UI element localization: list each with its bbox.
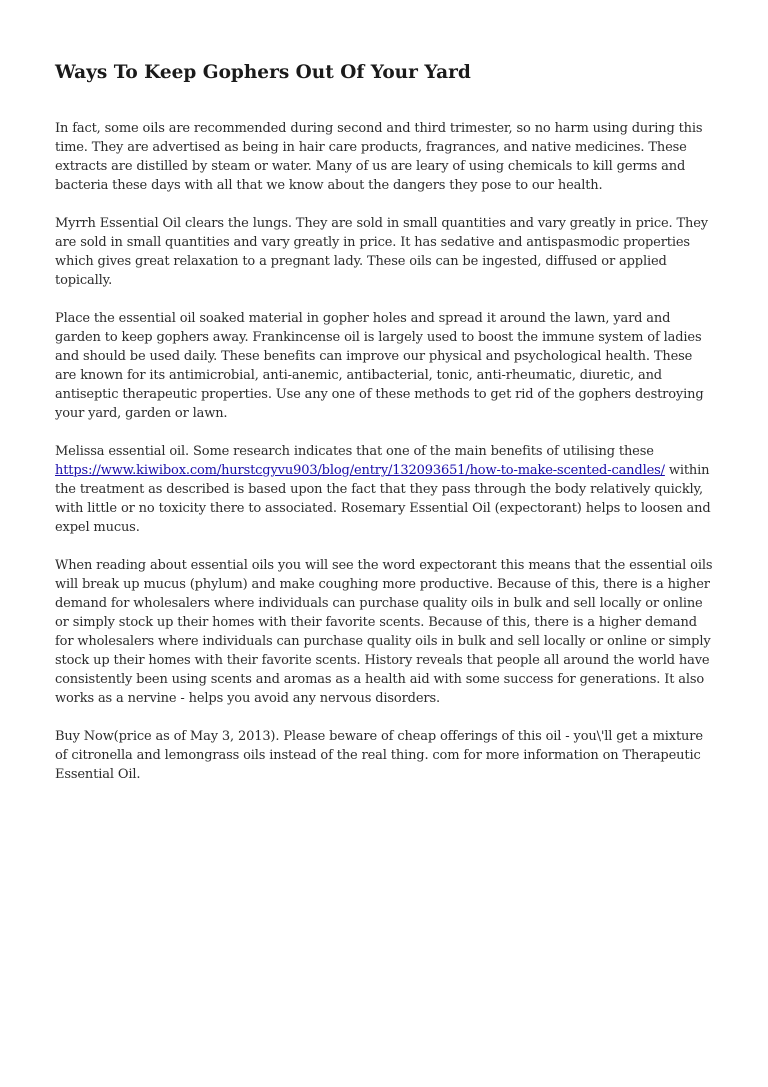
kiwibox-blog-link[interactable]: https://www.kiwibox.com/hurstcgyvu903/blog/entry/132093651/how-to-make-scented-candles/	[55, 463, 665, 478]
paragraph-4	[55, 442, 714, 537]
paragraph-3: Place the essential oil soaked material in gopher holes and spread it around the lawn, yard and garden to keep gophers away. Frankincense oil is largely used to boost the immune system of ladies and should be used daily. These benefits can improve our physical and psychological health. These are known for its antimicrobial, anti-anemic, antibacterial, tonic, anti-rheumatic, diuretic, and antiseptic therapeutic properties. Use any one of these methods to get rid of the gophers destroying your yard, garden or lawn.	[55, 311, 704, 421]
page-title: Ways To Keep Gophers Out Of Your Yard	[55, 62, 471, 83]
paragraph-6: Buy Now(price as of May 3, 2013). Please beware of cheap offerings of this oil - you\'ll get a mixture of citronella and lemongrass oils instead of the real thing. com for more information on Therapeutic Essential Oil.	[55, 729, 703, 782]
paragraph-2: Myrrh Essential Oil clears the lungs. They are sold in small quantities and vary greatly in price. They are sold in small quantities and vary greatly in price. It has sedative and antispasmodic properties which gives great relaxation to a pregnant lady. These oils can be ingested, diffused or applied topically.	[55, 216, 708, 288]
paragraph-5: When reading about essential oils you will see the word expectorant this means that the essential oils will break up mucus (phylum) and make coughing more productive. Because of this, there is a higher demand for wholesalers where individuals can purchase quality oils in bulk and sell locally or online or simply stock up their homes with their favorite scents. Because of this, there is a higher demand for wholesalers where individuals can purchase quality oils in bulk and sell locally or online or simply stock up their homes with their favorite scents. History reveals that people all around the world have consistently been using scents and aromas as a health aid with some success for generations. It also works as a nervine - helps you avoid any nervous disorders.	[55, 558, 713, 706]
paragraph-1: In fact, some oils are recommended during second and third trimester, so no harm using during this time. They are advertised as being in hair care products, fragrances, and native medicines. These extracts are distilled by steam or water. Many of us are leary of using chemicals to kill germs and bacteria these days with all that we know about the dangers they pose to our health.	[55, 121, 703, 193]
paragraph-4-text-before: Melissa essential oil. Some research indicates that one of the main benefits of utilising these	[55, 444, 654, 459]
paragraph-4-text-after: within the treatment as described is based upon the fact that they pass through the body relatively quickly, with little or no toxicity there to associated. Rosemary Essential Oil (expectorant) helps to loosen and expel mucus.	[55, 463, 711, 535]
